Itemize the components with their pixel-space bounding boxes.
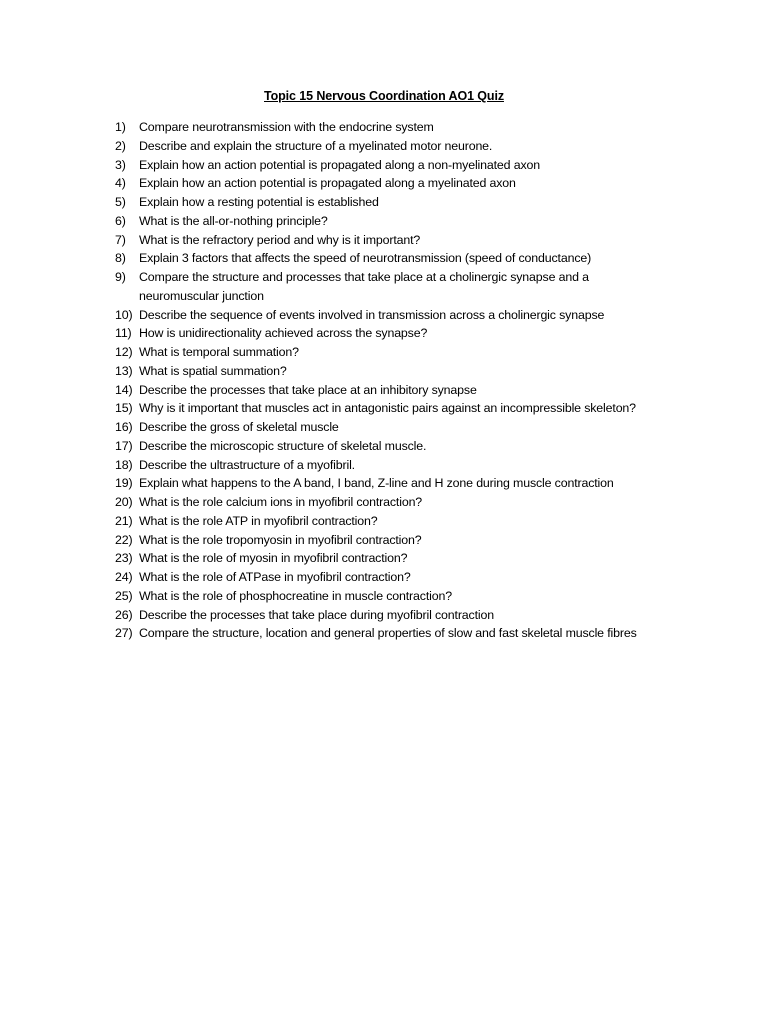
question-number: 21) [115, 513, 133, 528]
question-item [115, 156, 660, 175]
question-item [115, 399, 660, 418]
question-number: 1) [115, 120, 126, 134]
question-text: What is the role ATP in myofibril contraction? [139, 513, 378, 528]
question-item [115, 231, 660, 250]
question-number: 9) [115, 270, 126, 284]
question-item [115, 568, 660, 587]
question-number: 20) [115, 495, 133, 509]
question-item [115, 306, 660, 325]
question-number: 25) [115, 588, 133, 603]
question-text: What is the role of ATPase in myofibril contraction? [139, 570, 411, 584]
question-number: 6) [115, 213, 126, 228]
question-text: Describe the processes that take place at an inhibitory synapse [139, 382, 477, 397]
question-number: 12) [115, 345, 133, 359]
question-number: 10) [115, 307, 133, 322]
question-number: 24) [115, 570, 133, 584]
question-item [115, 512, 660, 531]
question-text: Describe and explain the structure of a myelinated motor neurone. [139, 138, 493, 153]
question-text: Explain what happens to the A band, I band, Z-line and H zone during muscle contraction [139, 476, 614, 491]
question-number: 7) [115, 232, 126, 247]
question-item [115, 418, 660, 437]
question-item [115, 249, 660, 268]
question-number: 3) [115, 157, 126, 172]
question-item [115, 174, 660, 193]
question-number: 16) [115, 420, 133, 434]
question-text: What is the all-or-nothing principle? [139, 213, 328, 228]
question-item [115, 531, 660, 550]
question-text: Explain 3 factors that affects the speed of neurotransmission (speed of conductance) [139, 251, 592, 266]
question-number: 18) [115, 457, 133, 472]
question-item [115, 193, 660, 212]
question-number: 2) [115, 138, 126, 153]
question-text: Describe the sequence of events involved in transmission across a cholinergic synapse [139, 307, 605, 322]
question-text: Describe the ultrastructure of a myofibril. [139, 457, 355, 472]
question-text: What is spatial summation? [139, 363, 287, 378]
question-text: What is temporal summation? [139, 345, 299, 359]
question-item [115, 493, 660, 512]
question-number: 15) [115, 401, 133, 416]
question-text: Explain how a resting potential is established [139, 195, 379, 209]
question-number: 14) [115, 382, 133, 397]
question-number: 27) [115, 626, 133, 641]
question-number: 4) [115, 176, 126, 191]
question-number: 22) [115, 532, 133, 547]
question-number: 23) [115, 551, 133, 566]
question-item [115, 268, 660, 306]
document-title: Topic 15 Nervous Coordination AO1 Quiz [264, 89, 504, 103]
question-text: What is the role calcium ions in myofibril contraction? [139, 495, 423, 509]
question-text: Compare the structure, location and general properties of slow and fast skeletal muscle fibres [139, 626, 637, 641]
question-number: 19) [115, 476, 133, 491]
question-item [115, 474, 660, 493]
question-text: How is unidirectionality achieved across the synapse? [139, 326, 428, 341]
question-item [115, 437, 660, 456]
question-number: 17) [115, 438, 133, 453]
question-text: Describe the gross of skeletal muscle [139, 420, 339, 434]
question-item [115, 587, 660, 606]
question-item [115, 324, 660, 343]
question-item [115, 549, 660, 568]
question-text: Explain how an action potential is propagated along a non-myelinated axon [139, 157, 540, 172]
question-text: What is the refractory period and why is it important? [139, 232, 421, 247]
question-item [115, 381, 660, 400]
question-number: 13) [115, 363, 133, 378]
question-number: 5) [115, 195, 126, 209]
question-text: Why is it important that muscles act in antagonistic pairs against an incompressible skeleton? [139, 401, 636, 416]
question-text: What is the role of myosin in myofibril contraction? [139, 551, 408, 566]
question-number: 11) [115, 326, 132, 341]
question-item [115, 624, 660, 643]
question-text: Describe the microscopic structure of skeletal muscle. [139, 438, 427, 453]
question-text: What is the role of phosphocreatine in muscle contraction? [139, 588, 452, 603]
question-number: 26) [115, 607, 133, 622]
question-text: Explain how an action potential is propagated along a myelinated axon [139, 176, 516, 191]
question-item [115, 362, 660, 381]
question-item [115, 606, 660, 625]
question-text: What is the role tropomyosin in myofibril contraction? [139, 532, 422, 547]
question-item [115, 137, 660, 156]
question-text: Compare neurotransmission with the endocrine system [139, 120, 434, 134]
question-item [115, 343, 660, 362]
question-list [115, 118, 660, 643]
question-number: 8) [115, 251, 126, 266]
question-text: Describe the processes that take place during myofibril contraction [139, 607, 494, 622]
question-item [115, 456, 660, 475]
question-text: Compare the structure and processes that take place at a cholinergic synapse and a neuromuscular junction [139, 270, 589, 303]
question-item [115, 212, 660, 231]
question-item [115, 118, 660, 137]
